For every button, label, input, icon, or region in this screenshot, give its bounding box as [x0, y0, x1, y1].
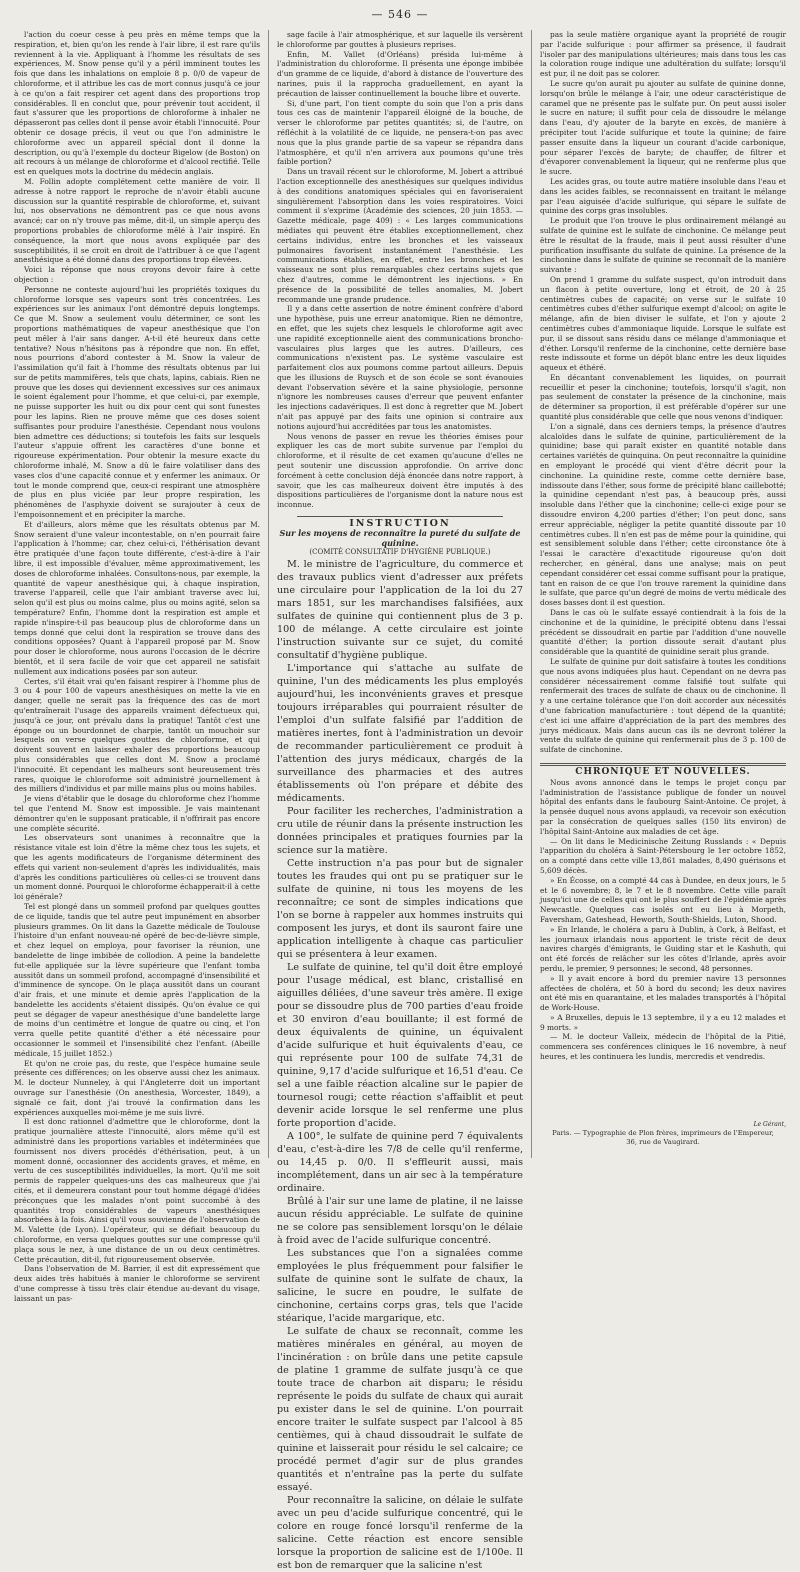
paragraph: M. le ministre de l'agriculture, du commerce et des travaux publics vient d'adresser aux préfets une circulaire pour l'application de la loi du 27 mars 1851, sur les marchandises falsifiées, aux sulfates de quinine qui contiennent plus de 3 p. 100 de mélange. A cette circulaire est jointe l'instruction suivante sur ce sujet, du comité consultatif d'hygiène publique. [277, 559, 523, 662]
paragraph: Cette instruction n'a pas pour but de signaler toutes les fraudes qui ont pu se pratiquer sur le sulfate de quinine, ni tous les moyens de les reconnaître; ce sont de simples indications que l'on se borne à rappeler aux hommes instruits qui composent les jurys, et dont ils sauront faire une application intelligente à chaque cas particulier qui se présentera à leur examen. [277, 858, 523, 961]
paragraph: Dans un travail récent sur le chloroforme, M. Jobert a attribué l'action exceptionnelle des anesthésiques sur quelques individus à des conditions anatomiques spéciales qui en favoriseraient singulièrement l'absorption dans les voies respiratoires. Voici comment il s'exprime (Académie des sciences, 20 juin 1853. — Gazette médicale, page 409) : « Les larges communications médiates qui peuvent être établies exceptionnellement, chez certains individus, entre les bronches et les vaisseaux pulmonaires favorisent instantanément l'anesthésie. Les communications établies, en effet, entre les bronches et les vaisseaux ne sont plus remarquables chez certains sujets que chez d'autres, comme le démontrent les injections. » En présence de la possibilité de telles anomalies, M. Jobert recommande une grande prudence. [277, 167, 523, 304]
paragraph: » En Irlande, le choléra a paru à Dublin, à Cork, à Belfast, et les journaux irlandais nous apportent le triste récit de deux navires chargés d'émigrants, le Guiding star et le Kashuth, qui ont été forcés de relâcher sur les côtes d'Irlande, après avoir perdu, le premier, 9 personnes; le second, 48 personnes. [540, 924, 786, 973]
paragraph: Et qu'on ne croie pas, du reste, que l'espèce humaine seule présente ces différences; on les observe aussi chez les animaux. M. le docteur Nunneley, à qui l'Angleterre doit un important ouvrage sur l'anesthésie (On anesthesia, Worcester, 1849), a signalé ce fait, dont j'ai trouvé la confirmation dans les expériences auxquelles moi-même je me suis livré. [14, 1058, 260, 1117]
section-divider [297, 516, 503, 517]
instruction-subtitle: Sur les moyens de reconnaître la pureté du sulfate de quinine. [279, 527, 521, 548]
column-3 [540, 30, 786, 1158]
paragraph: Il y a dans cette assertion de notre éminent confrère d'abord une hypothèse, puis une erreur anatomique. Rien ne démontre, en effet, que les sujets chez lesquels le chloroforme agit avec une rapidité exceptionnelle aient des communications broncho-vasculaires plus larges que les autres. D'ailleurs, ces communications n'existent pas. Le système vasculaire est parfaitement clos aux poumons comme partout ailleurs. Depuis que les illusions de Ruysch et de son école se sont évanouies devant l'observation sévère et la saine physiologie, personne n'ignore les nombreuses causes d'erreur que peuvent enfanter les injections cadavériques. Il est donc à regretter que M. Jobert n'ait pas appuyé par des faits une opinion si contraire aux notions aujourd'hui accréditées par tous les anatomistes. [277, 304, 523, 431]
col2-bottom-text [277, 558, 523, 1572]
paragraph: — On lit dans le Medicinische Zeitung Russlands : « Depuis l'apparition du choléra à Saint-Pétersbourg le 1er octobre 1852, on a compté dans cette ville 13,861 malades, 8,490 guérisons et 5,609 décès. [540, 836, 786, 875]
paragraph: Le sulfate de quinine pur doit satisfaire à toutes les conditions que nous avons indiquées plus haut. Cependant on ne devra pas considérer nécessairement comme falsifié tout sulfate qui renfermerait des traces de sulfate de chaux ou de cinchonine. Il y a une certaine tolérance que l'on doit accorder aux nécessités d'une fabrication manufacturière : tout dépend de la quantité; c'est ici une affaire d'appréciation de la part des membres des jurys médicaux. Mais dans aucun cas ils ne devront tolérer la vente du sulfate de quinine qui renfermerait plus de 3 p. 100 de sulfate de cinchonine. [540, 657, 786, 755]
paragraph: Les acides gras, ou toute autre matière insoluble dans l'eau et dans les acides faibles, se reconnaissent en traitant le mélange par l'eau aiguisée d'acide sulfurique, qui sépare le sulfate de quinine des corps gras insolubles. [540, 176, 786, 216]
paragraph: Tel est plongé dans un sommeil profond par quelques gouttes de ce liquide, tandis que tel autre peut impunément en absorber plusieurs grammes. On lit dans la Gazette médicale de Toulouse l'histoire d'un enfant nouveau-né opéré de bec-de-lièvre simple, et chez lequel on employa, pour favoriser la réunion, une bandelette de linge imbibée de collodion. A peine la bandelette fut-elle appliquée sur la lèvre supérieure que l'enfant tomba aussitôt dans un sommeil profond, accompagné d'insensibilité et d'imminence de syncope. On le plaça aussitôt dans un courant d'air frais, et une minute et demie après l'application de la bandelette les accidents s'étaient dissipés. Qu'on évalue ce qui peut se dégager de vapeur anesthésique d'une bandelette large de moins d'un centimètre et longue de quatre ou cinq, et l'on verra quelle petite quantité d'éther a été nécessaire pour occasionner le sommeil et l'insensibilité chez l'enfant. (Abeille médicale, 15 juillet 1852.) [14, 901, 260, 1058]
paragraph: Les substances que l'on a signalées comme employées le plus fréquemment pour falsifier le sulfate de quinine sont le sulfate de chaux, la salicine, le sucre en poudre, le sulfate de cinchonine, certains corps gras, tels que l'acide stéarique, l'acide margarique, etc. [277, 1248, 523, 1325]
paragraph: Nous avons annoncé dans le temps le projet conçu par l'administration de l'assistance publique de fonder un nouvel hôpital des enfants dans le faubourg Saint-Antoine. Ce projet, à la pensée duquel nous avons applaudi, va recevoir son exécution par la consécration de quelques salles (150 lits environ) de l'hôpital Saint-Antoine aux maladies de cet âge. [540, 777, 786, 836]
col3-bottom-text [540, 778, 786, 1062]
paragraph: Le sulfate de chaux se reconnaît, comme les matières minérales en général, au moyen de l'incinération : on brûle dans une petite capsule de platine 1 gramme de sulfate jusqu'à ce que toute trace de charbon ait disparu; le résidu représente le poids du sulfate de chaux qui aurait pu exister dans le sel de quinine. L'on pourrait encore traiter le sulfate suspect par l'alcool à 85 centièmes, qui à chaud dissoudrait le sulfate de quinine et laisserait pour résidu le sel calcaire; ce procédé permet d'agir sur de plus grandes quantités et n'entraîne pas la perte du sulfate essayé. [277, 1326, 523, 1494]
paragraph: Les observateurs sont unanimes à reconnaître que la résistance vitale est loin d'être la même chez tous les sujets, et que les agents modificateurs de l'organisme déterminent des effets qui varient non-seulement d'après les individualités, mais d'après les conditions particulières où celles-ci se trouvent dans un moment donné. Pourquoi le chloroforme échapperait-il à cette loi générale? [14, 833, 260, 902]
paragraph: — M. le docteur Valleix, médecin de l'hôpital de la Pitié, commencera ses conférences cliniques le 16 novembre, à neuf heures, et les continuera les lundis, mercredis et vendredis. [540, 1032, 786, 1062]
chronique-divider [540, 763, 786, 766]
paragraph: Il est donc rationnel d'admettre que le chloroforme, dont la pratique journalière atteste l'innocuité, alors même qu'il est administré dans les proportions variables et indéterminées que fournissent nos divers procédés d'éthérisation, peut, à un moment donné, occasionner des accidents graves, et même, en vertu de ces susceptibilités individuelles, la mort. Qu'il me soit permis de rappeler quelques-uns des cas malheureux que j'ai cités, et il demeurera constant pour tout homme dégagé d'idées préconçues que les malades n'ont point succombé à des quantités trop considérables de vapeurs anesthésiques absorbées à la fois. Ainsi qu'il vous souvienne de l'observation de M. Valette (de Lyon). L'opérateur, qui se défiait beaucoup du chloroforme, en versa quelques gouttes sur une compresse qu'il plaça sous le nez, à une distance de un ou deux centimètres. Cette précaution, dit-il, fut rigoureusement observée. [14, 1117, 260, 1264]
imprint-footer [540, 1120, 786, 1147]
paragraph: Personne ne conteste aujourd'hui les propriétés toxiques du chloroforme lorsque ses vapeurs sont très concentrées. Les expériences sur les animaux l'ont démontré depuis longtemps. Ce que M. Snow a seulement voulu déterminer, ce sont les proportions mathématiques de vapeur anesthésique que l'on peut mêler à l'air sans danger. A-t-il été heureux dans cette tentative? Nous n'hésitons pas à répondre que non. En effet, nous pourrions d'abord contester à M. Snow la valeur de l'assimilation qu'il fait à l'homme des résultats obtenus par lui sur de petits mammifères, tels que chats, lapins, cabiais. Rien ne prouve que les doses qui deviennent excessives sur ces animaux le soient également pour l'homme, et que celui-ci, par exemple, ne puisse supporter les huit ou dix pour cent qui sont funestes pour les lapins. Rien ne prouve même que ces doses soient suffisantes pour produire l'anesthésie. Cependant nous voulons bien admettre ces déductions; si toutefois les faits sur lesquels l'auteur s'appuie offrent les caractères d'une bonne et rigoureuse expérimentation. Pour obtenir la mesure exacte du chloroforme inhalé, M. Snow a dû le faire volatiliser dans des vases clos d'une capacité connue et y enfermer les animaux. Or tout le monde comprend que, ceux-ci respirant une atmosphère de plus en plus viciée par leur propre respiration, les phénomènes de l'asphyxie doivent se surajouter à ceux de l'empoisonnement et en précipiter la marche. [14, 284, 260, 520]
col2-top-text [277, 30, 523, 510]
paragraph: Le produit que l'on trouve le plus ordinairement mélangé au sulfate de quinine est le sulfate de cinchonine. Ce mélange peut être le résultat de la fraude, mais il peut aussi résulter d'une purification insuffisante du sulfate de quinine. La présence de la cinchonine dans le sulfate de quinine se reconnaît de la manière suivante : [540, 216, 786, 275]
page-number: — 546 — [371, 8, 429, 21]
paragraph: pas la seule matière organique ayant la propriété de rougir par l'acide sulfurique : pour affirmer sa présence, il faudrait l'isoler par des manipulations ultérieures; mais dans tous les cas la coloration rouge indique une adultération du sulfate; lorsqu'il est pur, il ne doit pas se colorer. [540, 30, 786, 79]
paragraph: Le sucre qu'on aurait pu ajouter au sulfate de quinine donne, lorsqu'on brûle le mélange à l'air, une odeur caractéristique de caramel que ne présente pas le sulfate pur. On peut aussi isoler le sucre en nature; il suffit pour cela de dissoudre le mélange dans l'eau, d'y ajouter de la baryte en excès, de manière à précipiter tout l'acide sulfurique et toute la quinine; de faire passer ensuite dans la liqueur un courant d'acide carbonique, pour séparer l'excès de baryte; de chauffer, de filtrer et d'évaporer convenablement la liqueur, qui ne renferme plus que le sucre. [540, 78, 786, 177]
paragraph: L'importance qui s'attache au sulfate de quinine, l'un des médicaments les plus employés aujourd'hui, les inconvénients graves et presque toujours irréparables qui pourraient résulter de l'emploi d'un sulfate falsifié par l'addition de matières inertes, font à l'administration un devoir de recommander particulièrement ce produit à l'attention des jurys médicaux, chargés de la surveillance des pharmacies et des autres établissements où l'on prépare et débite des médicaments. [277, 663, 523, 805]
paragraph: En décantant convenablement les liquides, on pourrait recueillir et peser la cinchonine; toutefois, lorsqu'il s'agit, non pas seulement de constater la présence de la cinchonine, mais de déterminer sa proportion, il est préférable d'opérer sur une quantité plus considérable que celle que nous venons d'indiquer. [540, 372, 786, 422]
paragraph: Voici la réponse que nous croyons devoir faire à cette objection : [14, 265, 260, 284]
paragraph: Pour faciliter les recherches, l'administration a cru utile de réunir dans la présente instruction les données principales et pratiques fournies par la science sur la matière. [277, 806, 523, 857]
paragraph: Dans le cas où le sulfate essayé contiendrait à la fois de la cinchonine et de la quinidine, le précipité obtenu dans l'essai précédent se dissoudrait en partie par l'addition d'une nouvelle quantité d'éther; la portion dissoute serait d'autant plus considérable que la quantité de quinidine serait plus grande. [540, 608, 786, 657]
paragraph: Pour reconnaître la salicine, on délaie le sulfate avec un peu d'acide sulfurique concentré, qui le colore en rouge foncé lorsqu'il renferme de la salicine. Cette réaction est encore sensible lorsque la proportion de salicine est de 1/100e. Il est bon de remarquer que la salicine n'est [277, 1495, 523, 1572]
chronique-title: CHRONIQUE ET NOUVELLES. [575, 766, 751, 777]
paragraph: On prend 1 gramme du sulfate suspect, qu'on introduit dans un flacon à petite ouverture, long et étroit, de 20 à 25 centimètres cubes de capacité; on verse sur le sulfate 10 centimètres cubes d'éther sulfurique exempt d'alcool; on agite le mélange, afin de bien diviser le sulfate, et l'on y ajoute 2 centimètres cubes d'ammoniaque liquide. Lorsque le sulfate est pur, il se dissout sans résidu dans ce mélange d'ammoniaque et d'éther. Lorsqu'il renferme de la cinchonine, cette dernière base reste indissoute et forme un dépôt blanc entre les deux liquides aqueux et éthéré. [540, 274, 786, 373]
paragraph: Le sulfate de quinine, tel qu'il doit être employé pour l'usage médical, est blanc, cristallisé en aiguilles déliées, d'une saveur très amère. Il exige pour se dissoudre plus de 700 parties d'eau froide et 30 environ d'eau bouillante; il est formé de deux équivalents de quinine, un équivalent d'acide sulfurique et huit équivalents d'eau, ce qui représente pour 100 de sulfate 74,31 de quinine, 9,17 d'acide sulfurique et 16,51 d'eau. Ce sel a une faible réaction alcaline sur le papier de tournesol rougi; cette réaction s'affaiblit et peut devenir acide lorsque le sel renferme une plus forte proportion d'acide. [277, 962, 523, 1130]
imprint-line-1: Paris. — Typographie de Plon frères, imprimeurs de l'Empereur, [552, 1129, 774, 1137]
column-divider [268, 30, 269, 1158]
column-1 [14, 30, 260, 1303]
paragraph: Je viens d'établir que le dosage du chloroforme chez l'homme tel que l'entend M. Snow est impossible. Je vais maintenant démontrer qu'en le supposant praticable, il n'offrirait pas encore une complète sécurité. [14, 794, 260, 833]
paragraph: M. Follin adopte complétement cette manière de voir. Il adresse à notre rapport le reproche de n'avoir établi aucune discussion sur la quantité respirable de chloroforme, et, suivant lui, nos observations ne démontrent pas ce que nous avons avancé; car on n'y trouve pas même, dit-il, un simple aperçu des proportions probables de chloroforme mêlé à l'air inspiré. En conséquence, la mort que nous avons expliquée par des susceptibilités, il se croit en droit de l'attribuer à ce que l'agent anesthésique a été donné dans des proportions trop élevées. [14, 176, 260, 265]
instruction-note: (COMITÉ CONSULTATIF D'HYGIÈNE PUBLIQUE.) [309, 548, 491, 557]
paragraph: Brûlé à l'air sur une lame de platine, il ne laisse aucun résidu appréciable. Le sulfate de quinine ne se colore pas sensiblement lorsqu'on le délaie à froid avec de l'acide sulfurique concentré. [277, 1196, 523, 1247]
paragraph: Enfin, M. Vallet (d'Orléans) présida lui-même à l'administration du chloroforme. Il présenta une éponge imbibée d'un gramme de ce liquide, d'abord à distance de l'ouverture des narines, puis il la rapprocha graduellement, en ayant la précaution de laisser continuellement la bouche libre et ouverte. [277, 49, 523, 98]
col3-top-text [540, 30, 786, 755]
paragraph: Si, d'une part, l'on tient compte du soin que l'on a pris dans tous ces cas de maintenir l'appareil éloigné de la bouche, de verser le chloroforme par petites quantités; si, de l'autre, on réfléchit à la volatilité de ce liquide, ne pensera-t-on pas avec nous que la plus grande partie de sa vapeur se répandra dans l'atmosphère, et qu'il n'en arrivera aux poumons qu'une très faible portion? [277, 98, 523, 167]
paragraph: Et d'ailleurs, alors même que les résultats obtenus par M. Snow seraient d'une valeur incontestable, on n'en pourrait faire l'application à l'homme; car, chez celui-ci, l'éthérisation devant être pratiquée d'une façon toute différente, c'est-à-dire à l'air libre, il est impossible d'évaluer, même approximativement, les doses de chloroforme inhalées. Consultons-nous, par exemple, la quantité de vapeur anesthésique qui, à chaque inspiration, traverse l'appareil, celle que l'air ambiant traverse avec lui, selon qu'il est plus ou moins calme, plus ou moins agité, selon sa température? Enfin, l'homme dont la respiration est ample et rapide n'inspire-t-il pas beaucoup plus de chloroforme dans un temps donné que celui dont la respiration se trouve dans des conditions opposées? Quant à l'appareil proposé par M. Snow pour doser le chloroforme, nous aurons l'occasion de le décrire bientôt, et il sera facile de voir que cet appareil ne satisfait nullement aux indications posées par son auteur. [14, 519, 260, 676]
col1-text [14, 30, 260, 1304]
paragraph: L'on a signalé, dans ces derniers temps, la présence d'autres alcaloïdes dans le sulfate de quinine, particulièrement de la quinidine; base qui paraît exister en quantité notable dans certaines variétés de quinquina. On peut reconnaître la quinidine en employant le procédé qui vient d'être décrit pour la cinchonine. La quinidine reste, comme cette dernière base, indissoute dans l'éther, sous forme de précipité blanc caillebotté; la quinidine cependant n'est pas, à beaucoup près, aussi insoluble dans l'éther que la cinchonine; celle-ci exige pour se dissoudre environ 4,200 parties d'éther; l'on peut donc, sans erreur appréciable, négliger la petite quantité dissoute par 10 centimètres cubes. Il n'en est pas de même pour la quinidine, qui est sensiblement soluble dans l'éther; cette circonstance ôte à l'essai le caractère d'exactitude rigoureuse qu'on doit rechercher, en général, dans une analyse; mais on peut cependant considérer cet essai comme suffisant pour la pratique, tant en raison de ce que l'on trouve rarement la quinidine dans le sulfate, que parce qu'un degré de moins de vertu médicale des doses basses dont il est question. [540, 421, 786, 608]
paragraph: l'action du coeur cesse à peu près en même temps que la respiration, et, bien qu'on les rende à l'air libre, il est rare qu'ils reviennent à la vie. Appliquant à l'homme les résultats de ses expériences, M. Snow pense qu'il y a péril imminent toutes les fois que dans les inhalations on emploie 8 p. 0/0 de vapeur de chloroforme, et il attribue les cas de mort connus jusqu'à ce jour à ce qu'on a fait respirer cet agent dans des proportions trop considérables. Il en conclut que, pour prévenir tout accident, il faut s'assurer que les proportions de chloroforme à inhaler ne dépasseront pas celles dont il pense avoir établi l'innocuité. Pour obtenir ce dosage précis, il veut ou que l'on administre le chloroforme avec un appareil spécial dont il donne la description, ou qu'à l'exemple du docteur Bigelow (de Boston) on ait recours à un mélange de chloroforme et d'alcool rectifié. Telle est en quelques mots la doctrine du médecin anglais. [14, 30, 260, 177]
gerant-label: Le Gérant, [753, 1121, 786, 1128]
paragraph: A 100°, le sulfate de quinine perd 7 équivalents d'eau, c'est-à-dire les 7/8 de celle qu'il renferme, ou 14,45 p. 0/0. Il s'effleurit aussi, mais incomplétement, dans un air sec à la température ordinaire. [277, 1131, 523, 1195]
paragraph: Dans l'observation de M. Barrier, il est dit expressément que deux aides très habitués à manier le chloroforme se servirent d'une compresse à tissu très clair étendue au-devant du visage, laissant un pas- [14, 1264, 260, 1303]
column-divider [531, 30, 532, 1158]
paragraph: » Il y avait encore à bord du premier navire 13 personnes affectées de choléra, et 50 à bord du second; les deux navires ont été mis en quarantaine, et les malades transportés à l'hôpital de Work-House. [540, 973, 786, 1013]
paragraph: Nous venons de passer en revue les théories émises pour expliquer les cas de mort subite survenue par l'emploi du chloroforme, et il résulte de cet examen qu'aucune d'elles ne peut soutenir une discussion approfondie. On arrive donc forcément à cette conclusion déjà énoncée dans notre rapport, à savoir, que les cas malheureux doivent être imputés à des dispositions particulières de l'organisme dont la nature nous est inconnue. [277, 431, 523, 510]
paragraph: sage facile à l'air atmosphérique, et sur laquelle ils versèrent le chloroforme par gouttes à plusieurs reprises. [277, 30, 523, 49]
column-2 [277, 30, 523, 1572]
instruction-title: INSTRUCTION [349, 518, 451, 530]
imprint-line-2: 36, rue de Vaugirard. [626, 1138, 700, 1146]
paragraph: Certes, s'il était vrai qu'en faisant respirer à l'homme plus de 3 ou 4 pour 100 de vapeurs anesthésiques on mette la vie en danger, quelle ne serait pas la fréquence des cas de mort qu'entraînerait l'usage des appareils vraiment défectueux qui, jusqu'à ce jour, ont prévalu dans la pratique! Tantôt c'est une éponge ou un bourdonnet de charpie, tantôt un mouchoir sur lesquels on verse quelques gouttes de chloroforme, et qui doivent souvent en laisser exhaler des proportions beaucoup plus considérables que celles dont M. Snow a proclamé l'innocuité. Et cependant les malheurs sont heureusement très rares, quoique le chloroforme soit administré journellement à des milliers d'individus et par mille mains plus ou moins habiles. [14, 676, 260, 794]
paragraph: » En Écosse, on a compté 44 cas à Dundee, en deux jours, le 5 et le 6 novembre; 8, le 7 et le 8 novembre. Cette ville paraît jusqu'ici une de celles qui ont le plus souffert de l'épidémie après Newcastle. Quelques cas isolés ont eu lieu à Morpeth, Faversham, Gateshead, Heworth, South-Shields, Luton, Shood. [540, 875, 786, 924]
paragraph: » A Bruxelles, depuis le 13 septembre, il y a eu 12 malades et 9 morts. » [540, 1012, 786, 1032]
